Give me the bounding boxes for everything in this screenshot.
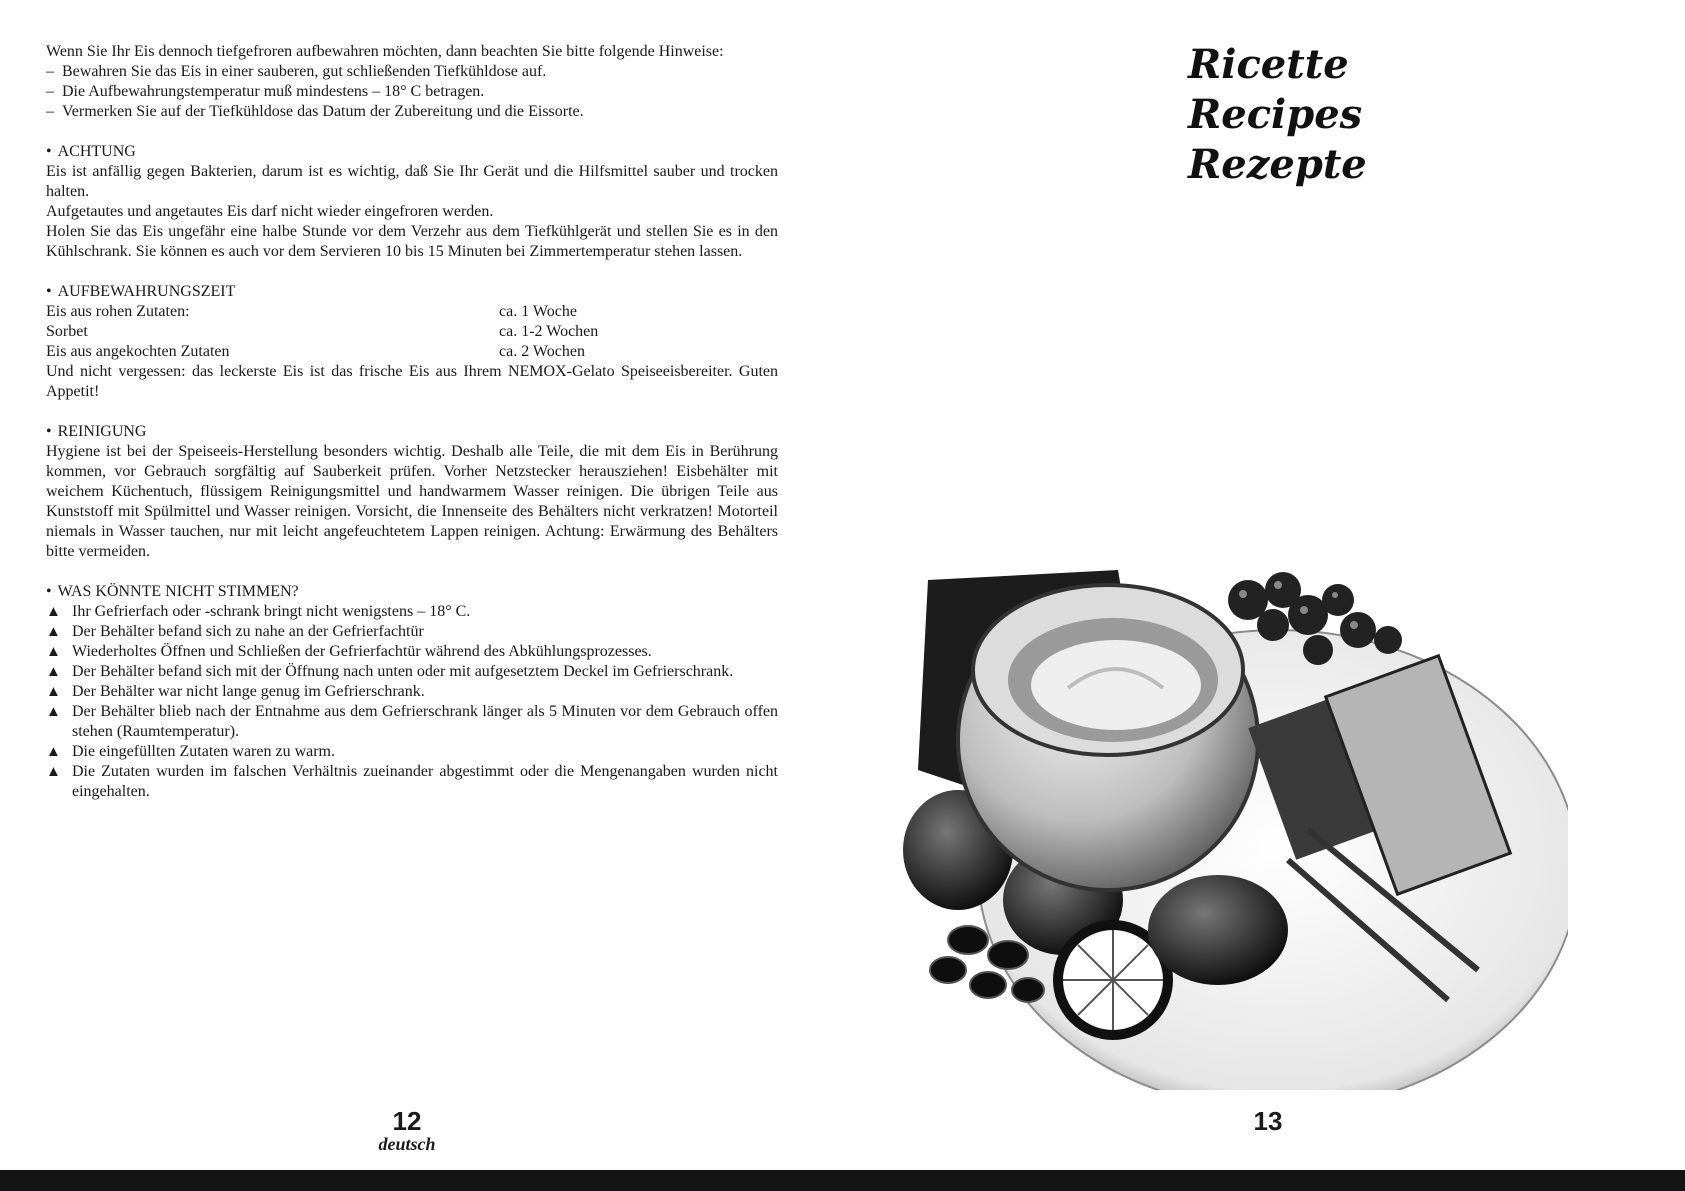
troubleshooting-list (46, 602, 778, 802)
triangle-icon: ▲ (46, 664, 61, 680)
triangle-icon: ▲ (46, 764, 61, 780)
list-item (46, 702, 778, 742)
cleaning-heading (46, 422, 778, 442)
left-page (0, 0, 842, 1170)
storage-item: Eis aus rohen Zutaten: (46, 303, 190, 320)
list-item-text: Die eingefüllten Zutaten waren zu warm. (72, 743, 335, 760)
list-item-text: Der Behälter befand sich zu nahe an der Gefrierfachtür (72, 623, 424, 640)
orange-segments (1063, 930, 1163, 1030)
cleaning-text: Hygiene ist bei der Speiseeis-Herstellung besonders wichtig. Deshalb alle Teile, die mit dem Eis in Berührung kommen, vor Gebrauch sorgfältig auf Sauberkeit prüfen. Vorher Netzstecker herausziehen! Eisbehälter mit weichem Küchentuch, flüssigem Reinigungsmittel und handwarmem Wasser reinigen. Die übrigen Teile aus Kunststoff mit Spülmittel und Wasser reinigen. Vorsicht, die Innenseite des Behälters nicht verkratzen! Motorteil niemals in Wasser tauchen, nur mit leicht angefeuchtetem Lappen reinigen. Achtung: Erwärmung des Behälters bitte vermeiden. (46, 443, 778, 560)
page-number-right: 13 (1253, 1106, 1283, 1136)
storage-time: ca. 2 Wochen (499, 343, 585, 360)
list-item-text: Wiederholtes Öffnen und Schließen der Gefrierfachtür während des Abkühlungsprozesses. (72, 643, 652, 660)
troubleshooting-heading (46, 582, 778, 602)
page-number-left: 12 (392, 1106, 422, 1136)
intro-item: – Die Aufbewahrungstemperatur muß mindestens – 18° C betragen. (46, 82, 778, 102)
triangle-icon: ▲ (46, 624, 61, 640)
intro-lead: Wenn Sie Ihr Eis dennoch tiefgefroren aufbewahren möchten, dann beachten Sie bitte folgende Hinweise: (46, 43, 724, 60)
list-item-text: Ihr Gefrierfach oder -schrank bringt nicht wenigstens – 18° C. (72, 603, 471, 620)
list-item (46, 762, 778, 802)
intro-item: – Bewahren Sie das Eis in einer sauberen, gut schließenden Tiefkühldose auf. (46, 62, 778, 82)
intro-item: – Vermerken Sie auf der Tiefkühldose das Datum der Zubereitung und die Eissorte. (46, 102, 778, 122)
list-item-text: Der Behälter befand sich mit der Öffnung nach unten oder mit aufgesetztem Deckel im Gefrierschrank. (72, 663, 734, 680)
achtung-paragraph: Holen Sie das Eis ungefähr eine halbe Stunde vor dem Verzehr aus dem Tiefkühlgerät und stellen Sie es in den Kühlschrank. Sie können es auch vor dem Servieren 10 bis 15 Minuten bei Zimmertemperatur stehen lassen. (46, 223, 778, 260)
storage-heading (46, 282, 778, 302)
bottom-edge-bar (0, 1170, 1685, 1191)
left-text-column (46, 42, 778, 802)
cleaning-heading-label: REINIGUNG (57, 423, 147, 440)
intro-list (46, 62, 778, 122)
storage-item: Eis aus angekochten Zutaten (46, 343, 230, 360)
list-item (46, 742, 778, 762)
triangle-icon: ▲ (46, 684, 61, 700)
list-item (46, 682, 778, 702)
storage-note: Und nicht vergessen: das leckerste Eis ist das frische Eis aus Ihrem NEMOX-Gelato Speiseeisbereiter. Guten Appetit! (46, 363, 778, 400)
storage-item: Sorbet (46, 323, 88, 340)
storage-heading-label: AUFBEWAHRUNGSZEIT (57, 283, 236, 300)
title-english: Recipes (1188, 91, 1363, 138)
achtung-paragraph: Eis ist anfällig gegen Bakterien, darum ist es wichtig, daß Sie Ihr Gerät und die Hilfsmittel sauber und trocken halten. (46, 163, 778, 200)
list-item-text: Der Behälter war nicht lange genug im Gefrierschrank. (72, 683, 425, 700)
list-item-text: Der Behälter blieb nach der Entnahme aus dem Gefrierschrank länger als 5 Minuten vor dem Gebrauch offen stehen (Raumtemperatur). (72, 703, 778, 740)
list-item (46, 642, 778, 662)
triangle-icon: ▲ (46, 704, 61, 720)
table-row (46, 302, 778, 322)
triangle-icon: ▲ (46, 604, 61, 620)
language-label: deutsch (378, 1134, 436, 1154)
storage-time: ca. 1 Woche (499, 303, 577, 320)
title-italian: Ricette (1188, 41, 1349, 88)
storage-time: ca. 1-2 Wochen (499, 323, 599, 340)
list-item-text: Die Zutaten wurden im falschen Verhältnis zueinander abgestimmt oder die Mengenangaben wurden nicht eingehalten. (72, 763, 778, 800)
achtung-heading (46, 142, 778, 162)
storage-table (46, 302, 778, 362)
triangle-icon: ▲ (46, 744, 61, 760)
achtung-paragraph: Aufgetautes und angetautes Eis darf nicht wieder eingefroren werden. (46, 203, 494, 220)
ice-cream-maker-photo (888, 570, 1568, 1090)
bullet-dot-icon: • (46, 583, 52, 600)
ice-cream-surface (1031, 640, 1201, 730)
list-item (46, 662, 778, 682)
page-title (1188, 40, 1367, 190)
title-german: Rezepte (1188, 141, 1367, 188)
achtung-heading-label: ACHTUNG (57, 143, 136, 160)
list-item (46, 622, 778, 642)
dark-fruit-right (1148, 875, 1288, 985)
bullet-dot-icon: • (46, 283, 52, 300)
bullet-dot-icon: • (46, 423, 52, 440)
table-row (46, 342, 778, 362)
triangle-icon: ▲ (46, 644, 61, 660)
table-row (46, 322, 778, 342)
bullet-dot-icon: • (46, 143, 52, 160)
list-item (46, 602, 778, 622)
troubleshooting-heading-label: WAS KÖNNTE NICHT STIMMEN? (57, 583, 299, 600)
